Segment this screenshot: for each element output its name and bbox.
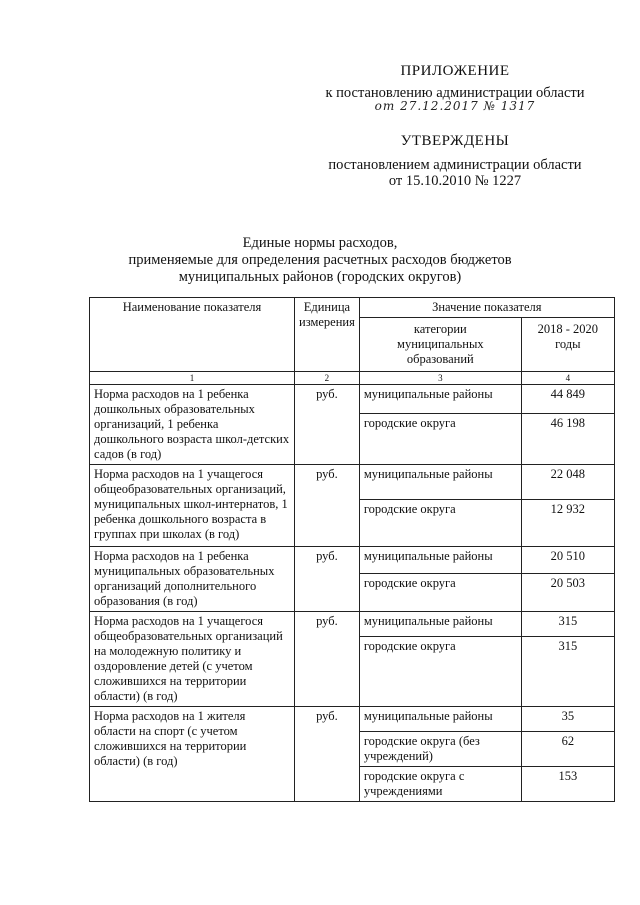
row-value: 20 510 [521,547,614,574]
approved-label: УТВЕРЖДЕНЫ [400,133,510,149]
appendix-label: ПРИЛОЖЕНИЕ [400,63,510,79]
row-name: Норма расходов на 1 жителя области на спорт (с учетом сложившихся на территории области) (в год) [90,707,295,802]
column-number-2: 2 [295,372,360,385]
row-value: 12 932 [521,500,614,547]
norms-table [89,297,615,802]
row-value: 20 503 [521,574,614,612]
row-value: 315 [521,612,614,637]
row-category: муниципальные районы [359,547,521,574]
column-number-4: 4 [521,372,614,385]
row-unit: руб. [295,385,360,465]
row-value: 62 [521,732,614,767]
column-numbers-row [90,372,615,385]
row-category: муниципальные районы [359,465,521,500]
col-header-name: Наименование показателя [90,298,295,372]
row-category: городские округа [359,500,521,547]
column-number-1: 1 [90,372,295,385]
row-name: Норма расходов на 1 учащегося общеобразовательных организаций, муниципальных школ-интернатов, 1 ребенка дошкольного возраста в группах при школах (в год) [90,465,295,547]
title-line-1: Единые нормы расходов, [242,235,398,251]
row-category: городские округа (без учреждений) [359,732,521,767]
row-unit: руб. [295,707,360,802]
row-name: Норма расходов на 1 ребенка муниципальных образовательных организаций дополнительного образования (в год) [90,547,295,612]
title-line-2: применяемые для определения расчетных расходов бюджетов [128,252,512,268]
col-header-unit: Единица измерения [295,298,360,372]
table-row [90,707,615,732]
col-header-category: категории муниципальных образований [359,318,521,372]
title-line-3: муниципальных районов (городских округов) [178,269,462,285]
row-value: 22 048 [521,465,614,500]
row-name: Норма расходов на 1 учащегося общеобразовательных организаций на молодежную политику и оздоровление детей (с учетом сложившихся на территории области) (в год) [90,612,295,707]
table-row [90,465,615,500]
row-category: городские округа [359,637,521,707]
header-row-1 [90,298,615,318]
row-value: 44 849 [521,385,614,414]
row-unit: руб. [295,547,360,612]
col-header-years: 2018 - 2020 годы [521,318,614,372]
column-number-3: 3 [359,372,521,385]
approved-date: от 15.10.2010 № 1227 [388,173,522,189]
row-value: 46 198 [521,413,614,464]
table-row [90,547,615,574]
row-category: муниципальные районы [359,707,521,732]
row-name: Норма расходов на 1 ребенка дошкольных образовательных организаций, 1 ребенка дошкольного возраста школ-детских садов (в год) [90,385,295,465]
row-category: городские округа [359,574,521,612]
row-unit: руб. [295,465,360,547]
approved-by: постановлением администрации области [328,157,582,173]
row-value: 35 [521,707,614,732]
col-header-value: Значение показателя [359,298,614,318]
table-row [90,385,615,414]
row-category: городские округа с учреждениями [359,767,521,802]
row-value: 315 [521,637,614,707]
row-category: муниципальные районы [359,385,521,414]
to-resolution: к постановлению администрации области [325,85,585,101]
table-row [90,612,615,637]
document-title [80,235,560,286]
row-value: 153 [521,767,614,802]
row-category: городские округа [359,413,521,464]
row-category: муниципальные районы [359,612,521,637]
row-unit: руб. [295,612,360,707]
handwritten-date-number: от 27.12.2017 № 1317 [374,99,536,113]
